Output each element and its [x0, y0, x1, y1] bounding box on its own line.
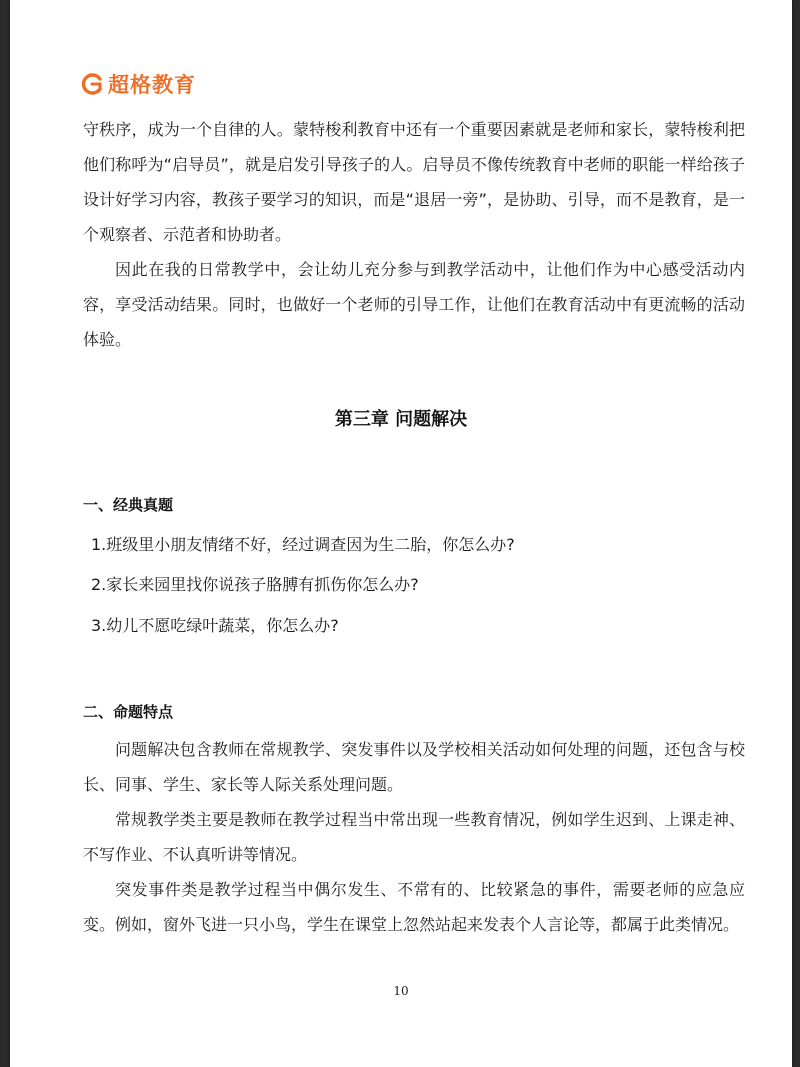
brand-logo-icon: [80, 72, 104, 96]
paragraph: 因此在我的日常教学中，会让幼儿充分参与到教学活动中，让他们作为中心感受活动内容，享受活动结果。同时，也做好一个老师的引导工作，让他们在教育活动中有更流畅的活动体验。: [83, 260, 745, 349]
brand-logo: [80, 69, 196, 99]
brand-name: 超格教育: [108, 73, 196, 97]
chapter-title: 第三章 问题解决: [334, 409, 468, 430]
paragraph: 常规教学类主要是教师在教学过程当中常出现一些教育情况，例如学生迟到、上课走神、不写作业、不认真听讲等情况。: [83, 810, 745, 864]
paragraph: 守秩序，成为一个自律的人。蒙特梭利教育中还有一个重要因素就是老师和家长，蒙特梭利把他们称呼为“启导员”，就是启发引导孩子的人。启导员不像传统教育中老师的职能一样给孩子设计好学习内容，教孩子要学习的知识，而是“退居一旁”，是协助、引导，而不是教育，是一个观察者、示范者和协助者。: [83, 120, 745, 244]
question-item: 1.班级里小朋友情绪不好，经过调查因为生二胎，你怎么办?: [91, 535, 515, 554]
document-page: [10, 0, 792, 1067]
paragraph: 问题解决包含教师在常规教学、突发事件以及学校相关活动如何处理的问题，还包含与校长、同事、学生、家长等人际关系处理问题。: [83, 740, 745, 794]
question-item: 2.家长来园里找你说孩子胳膊有抓伤你怎么办?: [91, 575, 419, 594]
question-item: 3.幼儿不愿吃绿叶蔬菜，你怎么办?: [91, 616, 339, 635]
section-title-classic-questions: 一、经典真题: [83, 496, 174, 514]
features-text-block: [83, 732, 745, 942]
page-number: 10: [393, 984, 409, 998]
paragraph: 突发事件类是教学过程当中偶尔发生、不常有的、比较紧急的事件，需要老师的应急应变。例如，窗外飞进一只小鸟，学生在课堂上忽然站起来发表个人言论等，都属于此类情况。: [83, 880, 745, 934]
top-text-block: [83, 112, 745, 357]
section-title-features: 二、命题特点: [83, 703, 174, 721]
